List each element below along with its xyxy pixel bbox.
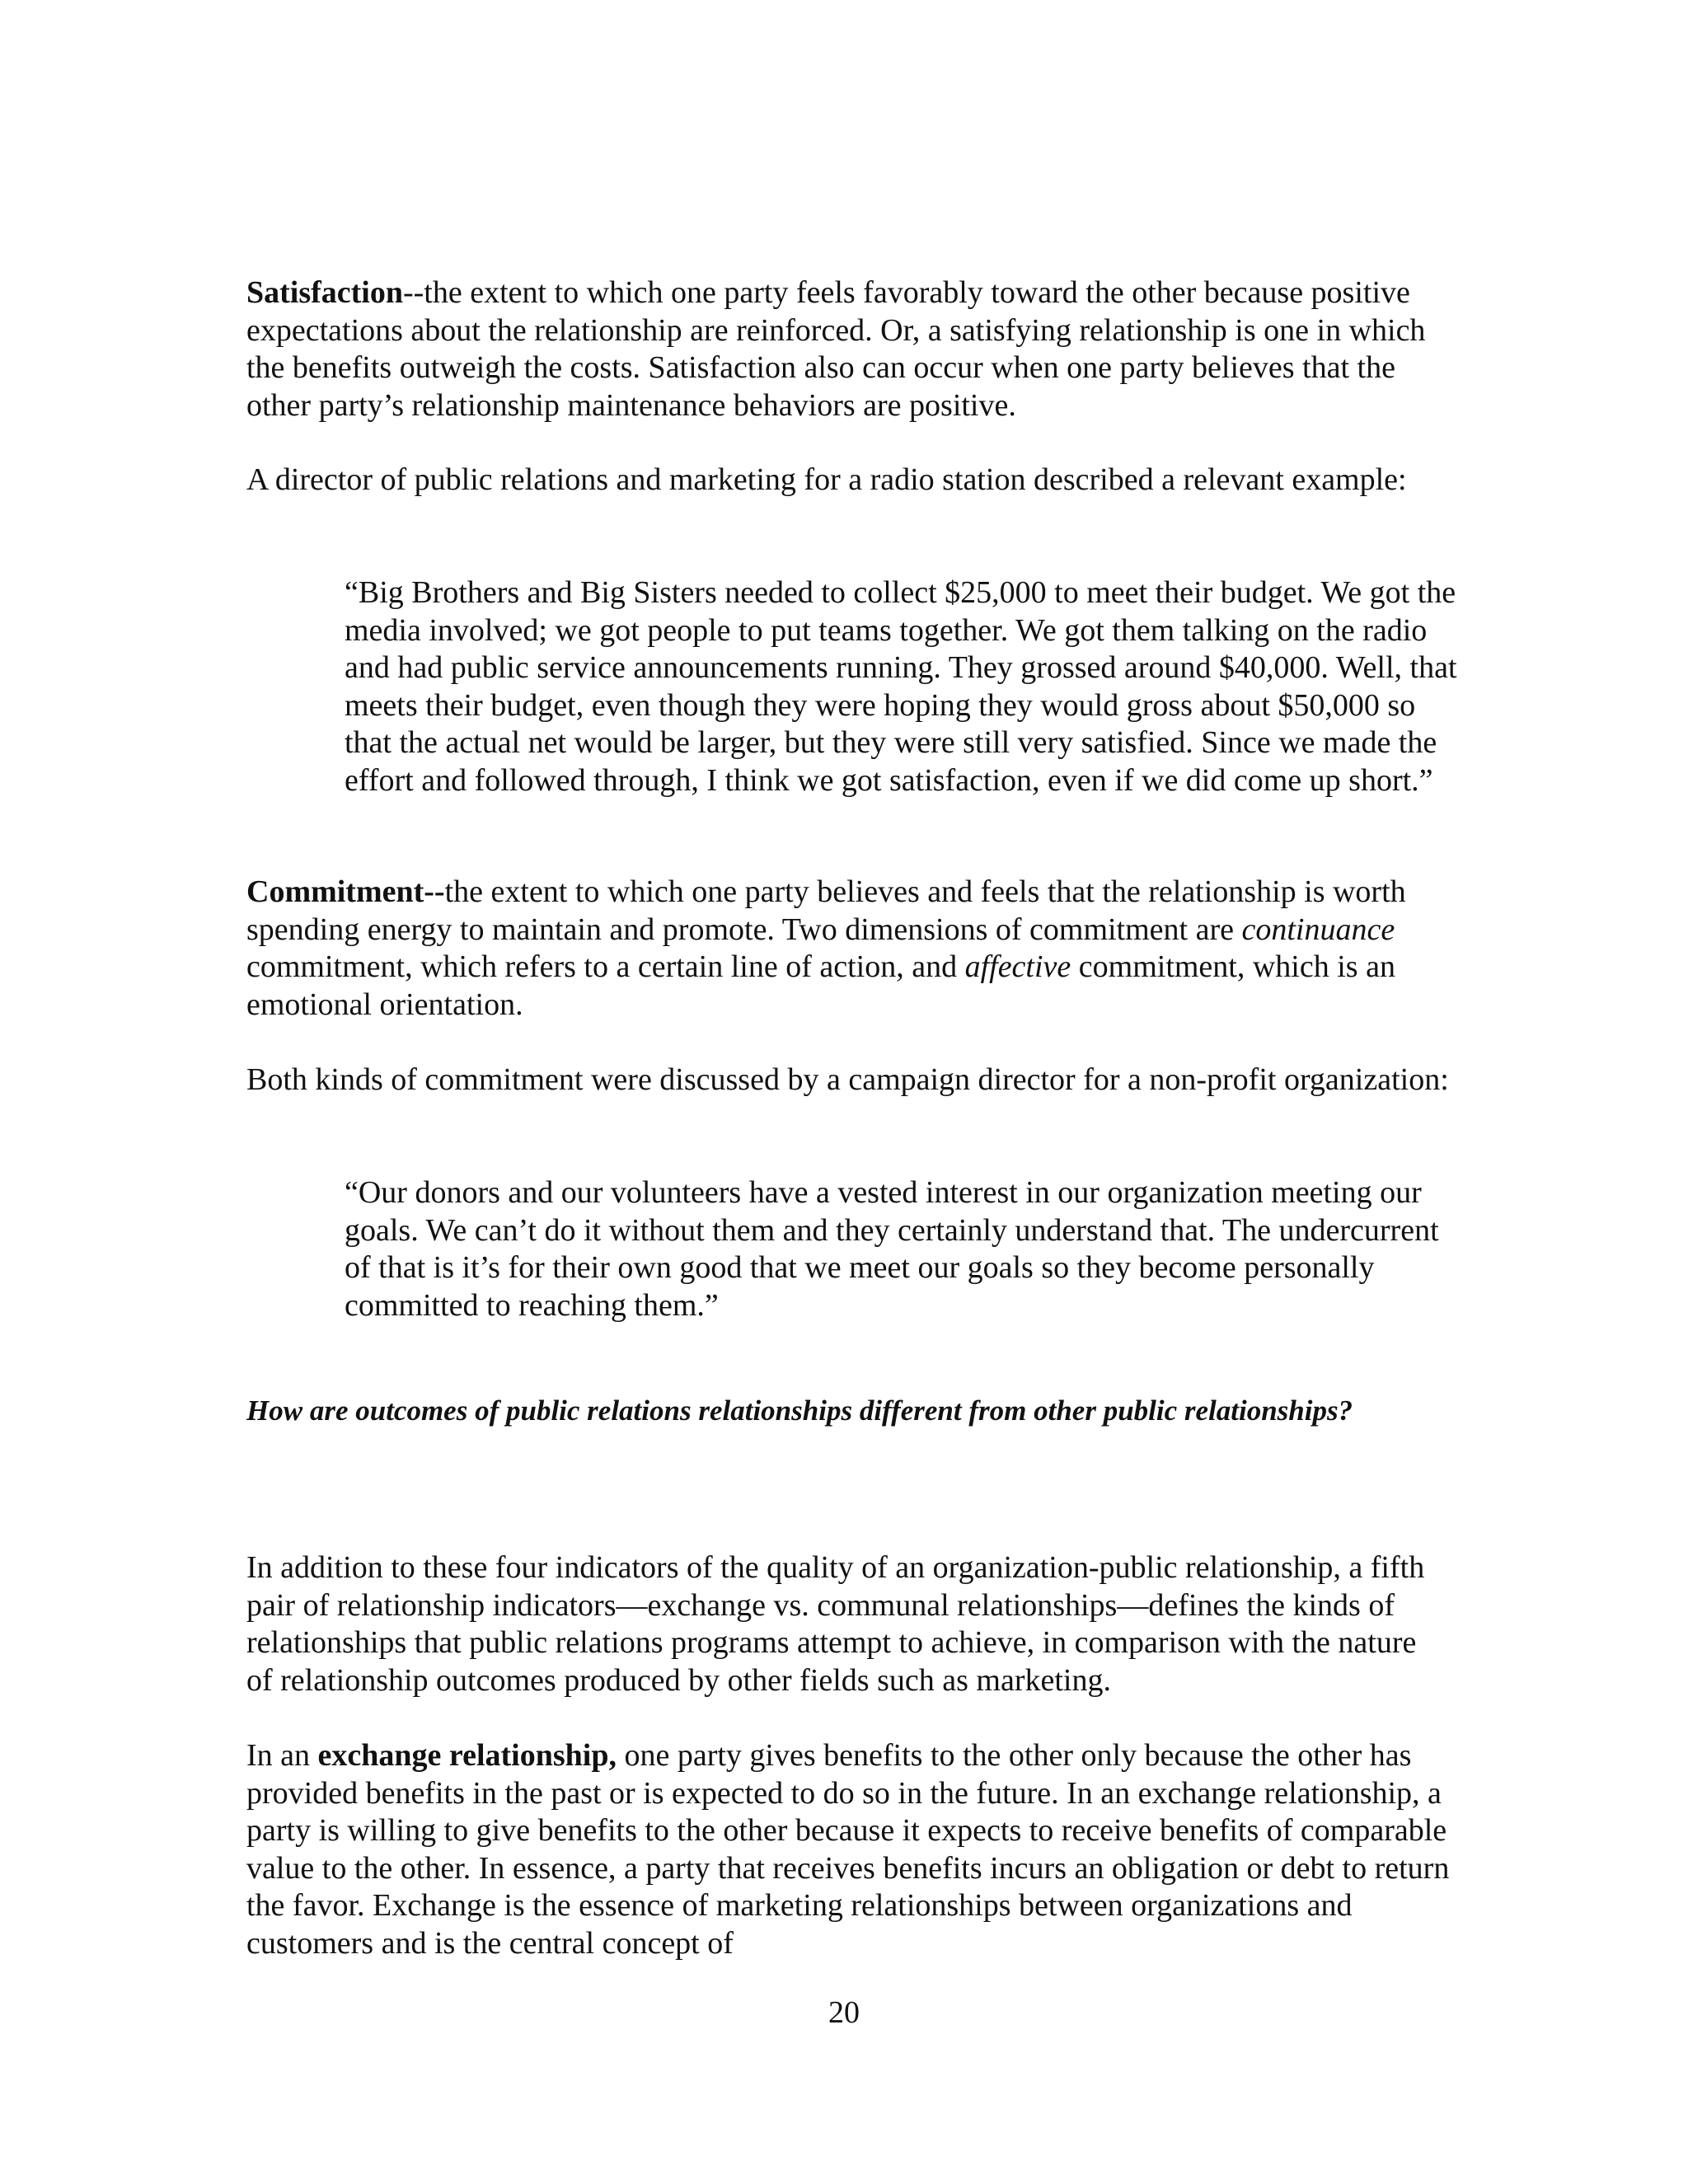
exchange-text: one party gives benefits to the other only because the other has provided benefits in the past or is expected to do so in the future. In an exchange relationship, a party is willing to give benefits to the other because it expects to receive benefits of comparable value to the other. In essence, a party that receives benefits incurs an obligation or debt to return the favor. Exchange is the essence of marketing relationships between organizations and customers and is the central concept of <box>246 1738 1450 1961</box>
satisfaction-term: Satisfaction <box>246 275 403 310</box>
campaign-quote: “Our donors and our volunteers have a vested interest in our organization meeting our goals. We can’t do it without them and they certainly understand that. The undercurrent of that is it’s for their own good that we meet our goals so they become personally committed to reaching them.” <box>345 1175 1439 1323</box>
commitment-paragraph <box>246 874 1450 1024</box>
commitment-term: Commitment-- <box>246 874 445 909</box>
page-number: 20 <box>828 1995 860 2030</box>
satisfaction-paragraph <box>246 274 1450 424</box>
commitment-text-2: commitment, which refers to a certain line of action, and <box>246 949 965 984</box>
radio-quote: “Big Brothers and Big Sisters needed to collect $25,000 to meet their budget. We got the media involved; we got people to put teams together. We got them talking on the radio and had public service announcements running. They grossed around $40,000. Well, that meets their budget, even though they were hoping they would gross about $50,000 so that the actual net would be larger, but they were still very satisfied. Since we made the effort and followed through, I think we got satisfaction, even if we did come up short.” <box>345 575 1457 798</box>
radio-intro-paragraph: A director of public relations and marketing for a radio station described a relevant example: <box>246 462 1407 497</box>
affective-term: affective <box>964 949 1071 984</box>
satisfaction-definition: --the extent to which one party feels favorably toward the other because positive expectations about the relationship are reinforced. Or, a satisfying relationship is one in which the benefits outweigh the costs. Satisfaction also can occur when one party believes that the other party’s relationship maintenance behaviors are positive. <box>246 275 1426 423</box>
commitment-text-3: commitment, which is an emotional orientation. <box>246 949 1395 1022</box>
continuance-term: continuance <box>1241 912 1395 947</box>
exchange-paragraph <box>246 1737 1450 1962</box>
exchange-lead: In an <box>246 1738 318 1773</box>
exchange-term: exchange relationship, <box>317 1738 617 1773</box>
section-question-heading: How are outcomes of public relations relationships different from other public relationships? <box>246 1394 1353 1427</box>
campaign-intro-paragraph: Both kinds of commitment were discussed by a campaign director for a non-profit organization: <box>246 1062 1449 1097</box>
indicators-paragraph: In addition to these four indicators of the quality of an organization-public relationship, a fifth pair of relationship indicators—exchange vs. communal relationships—defines the kinds of relationships that public relations programs attempt to achieve, in comparison with the nature of relationship outcomes produced by other fields such as marketing. <box>246 1550 1425 1698</box>
commitment-text-1: the extent to which one party believes and feels that the relationship is worth spending energy to maintain and promote. Two dimensions of commitment are <box>246 874 1406 947</box>
